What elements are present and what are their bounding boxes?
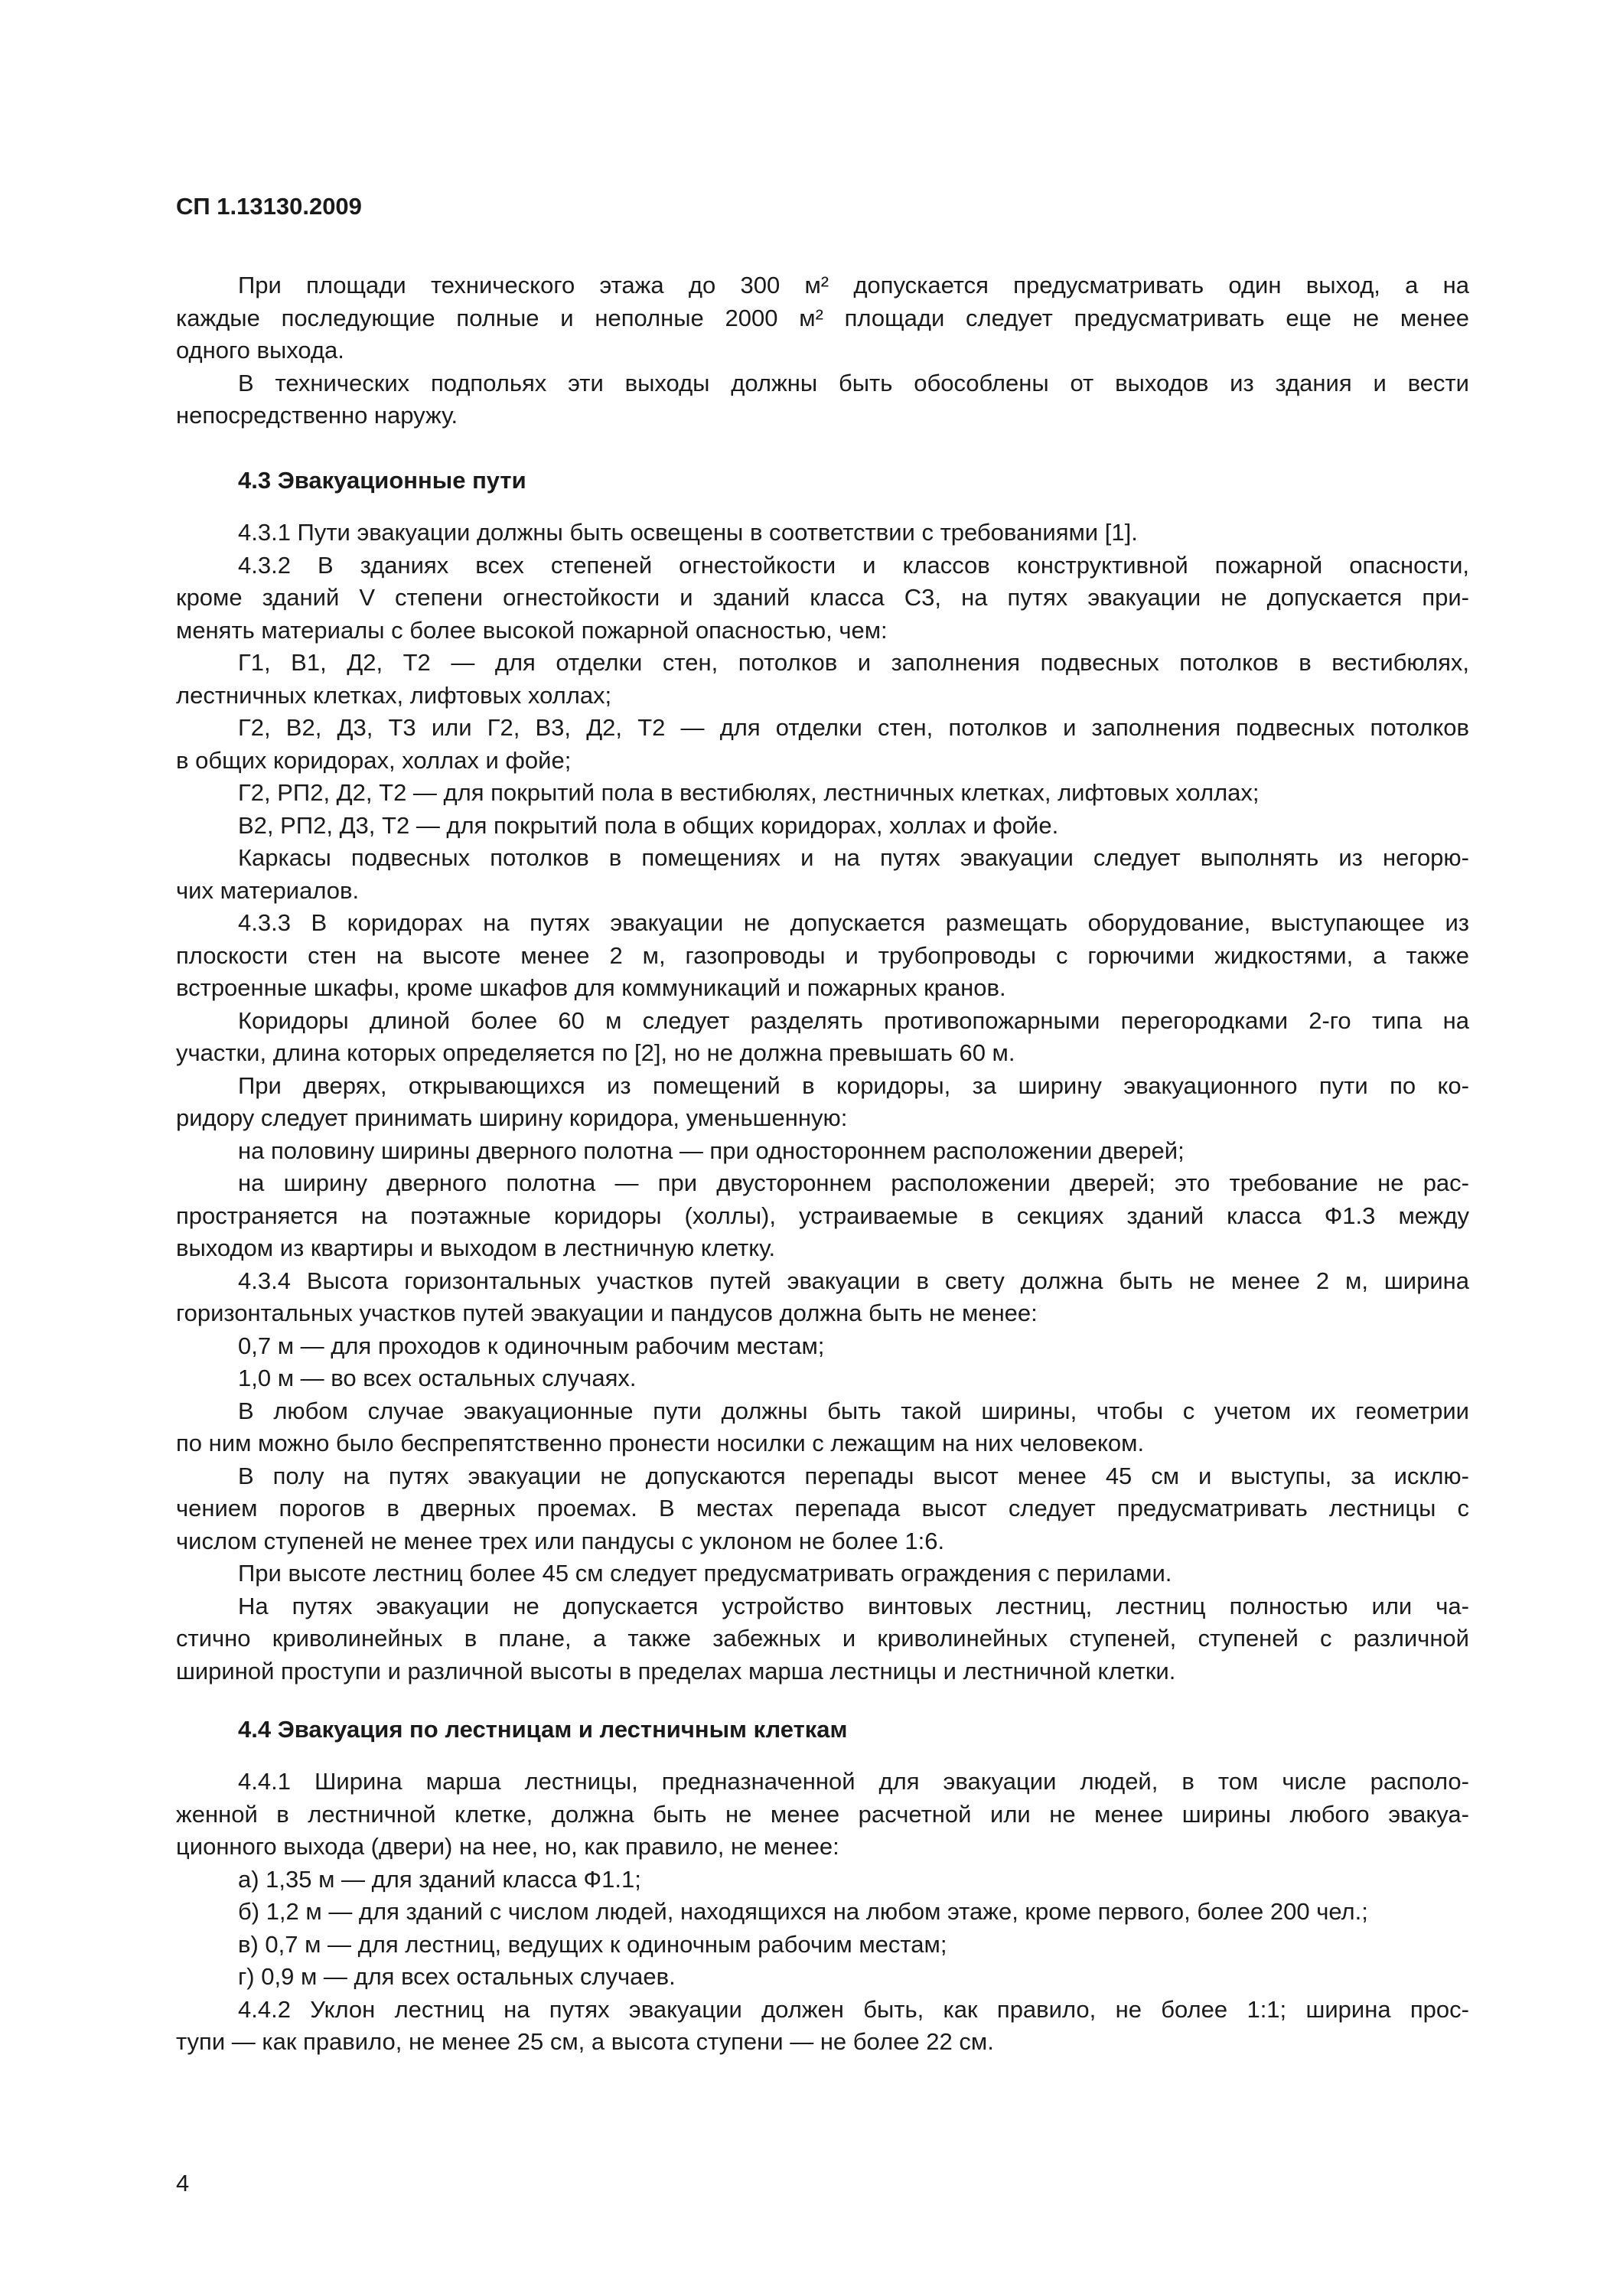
text-line: каждые последующие полные и неполные 2000 м² площади следует предусматривать еще не менее <box>176 304 1469 331</box>
text-line: по ним можно было беспрепятственно пронести носилки с лежащим на них человеком. <box>176 1430 1145 1456</box>
text-line: При высоте лестниц более 45 см следует предусматривать ограждения с перилами. <box>238 1560 1172 1587</box>
text-line: встроенные шкафы, кроме шкафов для коммуникаций и пожарных кранов. <box>176 974 1006 1001</box>
text-line: 4.4.2 Уклон лестниц на путях эвакуации должен быть, как правило, не более 1:1; ширина прос- <box>238 1995 1469 2023</box>
section-4-4-body <box>176 1766 1469 2059</box>
paragraph <box>176 1864 1469 1896</box>
text-line: в общих коридорах, холлах и фойе; <box>176 746 572 774</box>
text-line: чением порогов в дверных проемах. В местах перепада высот следует предусматривать лестницы с <box>176 1495 1469 1521</box>
paragraph <box>176 1590 1469 1688</box>
document-code-header: СП 1.13130.2009 <box>176 193 362 220</box>
text-line: 4.3.1 Пути эвакуации должны быть освещены в соответствии с требованиями [1]. <box>238 519 1138 546</box>
text-line: Г1, В1, Д2, Т2 — для отделки стен, потолков и заполнения подвесных потолков в вестибюлях, <box>238 649 1469 676</box>
section-4-4-heading: 4.4 Эвакуация по лестницам и лестничным клеткам <box>238 1716 848 1743</box>
text-line: плоскости стен на высоте менее 2 м, газопроводы и трубопроводы с горючими жидкостями, а также <box>176 941 1469 969</box>
paragraph <box>176 1330 1469 1363</box>
text-line: пространяется на поэтажные коридоры (холлы), устраиваемые в секциях зданий класса Ф1.3 между <box>176 1202 1469 1229</box>
text-line: в) 0,7 м — для лестниц, ведущих к одиночным рабочим местам; <box>238 1930 947 1958</box>
text-line: на ширину дверного полотна — при двустороннем расположении дверей; это требование не рас- <box>238 1169 1469 1196</box>
paragraph <box>176 269 1469 367</box>
section-4-3-heading: 4.3 Эвакуационные пути <box>238 467 526 494</box>
paragraph <box>176 907 1469 1005</box>
paragraph <box>176 1929 1469 1962</box>
page-number: 4 <box>176 2170 190 2197</box>
text-line: непосредственно наружу. <box>176 402 458 429</box>
text-line: Г2, РП2, Д2, Т2 — для покрытий пола в вестибюлях, лестничных клетках, лифтовых холлах; <box>238 779 1260 806</box>
text-line: 4.4.1 Ширина марша лестницы, предназначенной для эвакуации людей, в том числе располо- <box>238 1768 1469 1795</box>
paragraph <box>176 777 1469 810</box>
text-line: тупи — как правило, не менее 25 см, а высота ступени — не более 22 см. <box>176 2028 994 2055</box>
text-line: 1,0 м — во всех остальных случаях. <box>238 1365 637 1391</box>
text-line: В2, РП2, Д3, Т2 — для покрытий пола в общих коридорах, холлах и фойе. <box>238 811 1059 839</box>
paragraph <box>176 647 1469 712</box>
paragraph <box>176 1005 1469 1070</box>
paragraph <box>176 1766 1469 1864</box>
paragraph <box>176 1135 1469 1168</box>
text-line: 4.3.3 В коридорах на путях эвакуации не допускается размещать оборудование, выступающее из <box>238 909 1469 936</box>
text-line: В полу на путях эвакуации не допускаются перепады высот менее 45 см и выступы, за исклю- <box>238 1462 1469 1489</box>
paragraph <box>176 1167 1469 1265</box>
paragraph <box>176 1362 1469 1395</box>
text-line: В любом случае эвакуационные пути должны быть такой ширины, чтобы с учетом их геометрии <box>238 1397 1469 1424</box>
text-line: При дверях, открывающихся из помещений в коридоры, за ширину эвакуационного пути по ко- <box>238 1071 1469 1099</box>
text-line: г) 0,9 м — для всех остальных случаев. <box>238 1963 676 1990</box>
text-line: а) 1,35 м — для зданий класса Ф1.1; <box>238 1865 641 1893</box>
paragraph <box>176 1070 1469 1135</box>
section-4-3-body <box>176 517 1469 1688</box>
text-line: одного выхода. <box>176 337 344 364</box>
paragraph <box>176 517 1469 550</box>
text-line: Коридоры длиной более 60 м следует разделять противопожарными перегородками 2-го типа на <box>238 1006 1469 1034</box>
text-line: В технических подпольях эти выходы должны быть обособлены от выходов из здания и вести <box>238 369 1469 396</box>
text-line: ционного выхода (двери) на нее, но, как правило, не менее: <box>176 1833 839 1860</box>
text-line: 4.3.4 Высота горизонтальных участков путей эвакуации в свету должна быть не менее 2 м, ширина <box>238 1267 1469 1294</box>
text-line: 4.3.2 В зданиях всех степеней огнестойкости и классов конструктивной пожарной опасности, <box>238 551 1469 579</box>
text-line: кроме зданий V степени огнестойкости и зданий класса С3, на путях эвакуации не допускается при- <box>176 584 1469 611</box>
paragraph <box>176 550 1469 647</box>
paragraph <box>176 810 1469 843</box>
text-line: участки, длина которых определяется по [2], но не должна превышать 60 м. <box>176 1039 1015 1066</box>
text-line: При площади технического этажа до 300 м² допускается предусматривать один выход, а на <box>238 272 1469 298</box>
text-line: чих материалов. <box>176 876 360 904</box>
text-line: числом ступеней не менее трех или пандусы с уклоном не более 1:6. <box>176 1527 945 1554</box>
paragraph <box>176 1265 1469 1330</box>
intro-block <box>176 269 1469 432</box>
paragraph <box>176 1557 1469 1590</box>
text-line: менять материалы с более высокой пожарной опасностью, чем: <box>176 616 888 644</box>
text-line: горизонтальных участков путей эвакуации и пандусов должна быть не менее: <box>176 1300 1038 1326</box>
paragraph <box>176 1961 1469 1994</box>
paragraph <box>176 367 1469 432</box>
text-line: выходом из квартиры и выходом в лестничную клетку. <box>176 1234 776 1261</box>
paragraph <box>176 1460 1469 1558</box>
paragraph <box>176 1994 1469 2059</box>
paragraph <box>176 842 1469 907</box>
text-line: ридору следует принимать ширину коридора, уменьшенную: <box>176 1104 848 1131</box>
text-line: лестничных клетках, лифтовых холлах; <box>176 681 612 709</box>
paragraph <box>176 1395 1469 1460</box>
text-line: б) 1,2 м — для зданий с числом людей, находящихся на любом этаже, кроме первого, более 200 чел.; <box>238 1898 1368 1925</box>
text-line: Г2, В2, Д3, Т3 или Г2, В3, Д2, Т2 — для отделки стен, потолков и заполнения подвесных потолков <box>238 714 1469 741</box>
text-line: 0,7 м — для проходов к одиночным рабочим местам; <box>238 1332 825 1359</box>
text-line: Каркасы подвесных потолков в помещениях и на путях эвакуации следует выполнять из негорю- <box>238 844 1469 871</box>
text-line: шириной проступи и различной высоты в пределах марша лестницы и лестничной клетки. <box>176 1657 1176 1684</box>
paragraph <box>176 1896 1469 1929</box>
text-line: стично криволинейных в плане, а также забежных и криволинейных ступеней, ступеней с различной <box>176 1625 1469 1652</box>
text-line: на половину ширины дверного полотна — при одностороннем расположении дверей; <box>238 1137 1185 1164</box>
text-line: женной в лестничной клетке, должна быть не менее расчетной или не менее ширины любого эвакуа- <box>176 1800 1469 1828</box>
text-line: На путях эвакуации не допускается устройство винтовых лестниц, лестниц полностью или ча- <box>238 1592 1469 1619</box>
paragraph <box>176 712 1469 777</box>
